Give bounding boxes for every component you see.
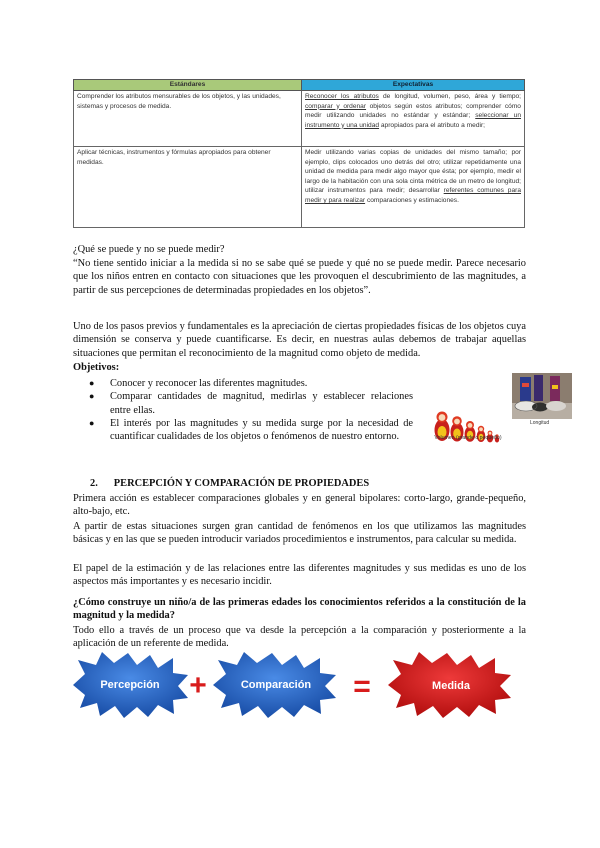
list-item — [73, 417, 413, 444]
table-row — [74, 91, 525, 147]
plain-text: Medir utilizando varias copias de unidades del mismo tamaño; por ejemplo, clips colocados uno detrás del otro; utilizar repetidamente una unidad de medida para medir algo mayor que ésta; por ejemplo, medir el largo de la habitación con una sola cinta métrica de un metro de longitud; utilizar instrumentos para medir; desarrollar — [305, 149, 521, 195]
table-row — [74, 147, 525, 228]
nesting-dolls-image — [432, 398, 502, 450]
standards-table — [73, 79, 525, 228]
expectation-cell — [302, 147, 525, 228]
question-heading: ¿Cómo construye un niño/a de las primeras edades los conocimientos referidos a la constitución de la magnitud y la medida? — [73, 597, 526, 622]
underlined-text: comparar y ordenar — [305, 102, 367, 110]
paragraph: Todo ello a través de un proceso que va desde la percepción a la comparación y posteriormente a la aplicación de un referente de medida. — [73, 625, 526, 650]
underlined-text: referentes comunes para medir y para realizar — [305, 187, 521, 204]
perception-label: Percepción — [100, 679, 160, 691]
dolls-caption: Volumen (grande o pequeño) — [434, 435, 502, 441]
plain-text: de longitud, volumen, peso, área y tiempo; — [378, 93, 521, 100]
question-heading: ¿Qué se puede y no se puede medir? — [73, 244, 225, 255]
bullet-icon: ● — [89, 417, 95, 428]
section-number: 2. — [90, 478, 98, 489]
equals-sign: = — [353, 670, 371, 703]
expectation-cell — [302, 91, 525, 147]
section-title: PERCEPCIÓN Y COMPARACIÓN DE PROPIEDADES — [113, 478, 370, 489]
comparison-label: Comparación — [240, 679, 312, 691]
header-standards: Estándares — [74, 80, 302, 91]
list-item-text: El interés por las magnitudes y su medida surge por la necesidad de cuantificar cualidades de los objetos o fenómenos de nuestro entorno. — [110, 417, 413, 443]
paragraph: Uno de los pasos previos y fundamentales es la apreciación de ciertas propiedades físicas de los objetos cuya dimensión se conserva y puede cuantificarse. Es decir, en nuestras aulas debemos de trabajar aquellas situaciones que permitan el reconocimiento de la magnitud como objeto de medida. — [73, 321, 526, 359]
comparison-burst — [213, 652, 336, 718]
plain-text: apropiados para el atributo a medir; — [379, 121, 485, 129]
paragraph: El papel de la estimación y de las relaciones entre las diferentes magnitudes y sus medidas es uno de los aspectos más importantes y es necesario incidir. — [73, 563, 526, 588]
plus-sign: + — [189, 669, 207, 702]
header-expectations: Expectativas — [302, 80, 525, 91]
measure-label: Medida — [432, 680, 470, 692]
section-heading — [90, 477, 369, 490]
list-item — [73, 377, 413, 390]
paragraph: A partir de estas situaciones surgen gran cantidad de fenómenos en los que utilizamos las magnitudes básicas y en las que se pueden introducir variados procedimientos e instrumentos, para calcular su medida. — [73, 521, 526, 546]
underlined-text: seleccionar un instrumento y una unidad — [305, 112, 521, 129]
underlined-text: Reconocer los atributos — [305, 93, 379, 100]
plain-text: objetos según estos atributos; comprender cómo medir utilizando unidades no estándar y estándar; — [305, 102, 521, 120]
measure-burst — [388, 652, 511, 718]
standard-cell: Comprender los atributos mensurables de los objetos, y las unidades, sistemas y procesos de medida. — [74, 91, 302, 147]
bullet-icon: ● — [89, 391, 95, 402]
standard-cell: Aplicar técnicas, instrumentos y fórmulas apropiados para obtener medidas. — [74, 147, 302, 228]
objectives-title: Objetivos: — [73, 362, 120, 373]
list-item-text: Comparar cantidades de magnitud, medirlas y establecer relaciones entre ellas. — [110, 391, 413, 416]
list-item — [73, 390, 413, 417]
shoes-caption: Longitud — [530, 420, 550, 426]
shoes-image — [512, 373, 572, 419]
perception-burst — [73, 652, 188, 718]
process-diagram — [70, 650, 530, 720]
list-item-text: Conocer y reconocer las diferentes magnitudes. — [110, 378, 308, 389]
paragraph: Primera acción es establecer comparaciones globales y en general bipolares: corto-largo, grande-pequeño, alto-bajo, etc. — [73, 493, 526, 518]
objectives-list — [73, 377, 413, 443]
bullet-icon: ● — [89, 378, 95, 388]
plain-text: comparaciones y estimaciones. — [365, 196, 459, 204]
quote-paragraph: “No tiene sentido iniciar a la medida si no se sabe qué se puede y qué no se puede medir. Parece necesario que los niños entren en contacto con situaciones que les provoquen el descubrimiento de las magnitudes, a partir de sus percepciones de determinadas propiedades en los objetos”. — [73, 258, 526, 296]
